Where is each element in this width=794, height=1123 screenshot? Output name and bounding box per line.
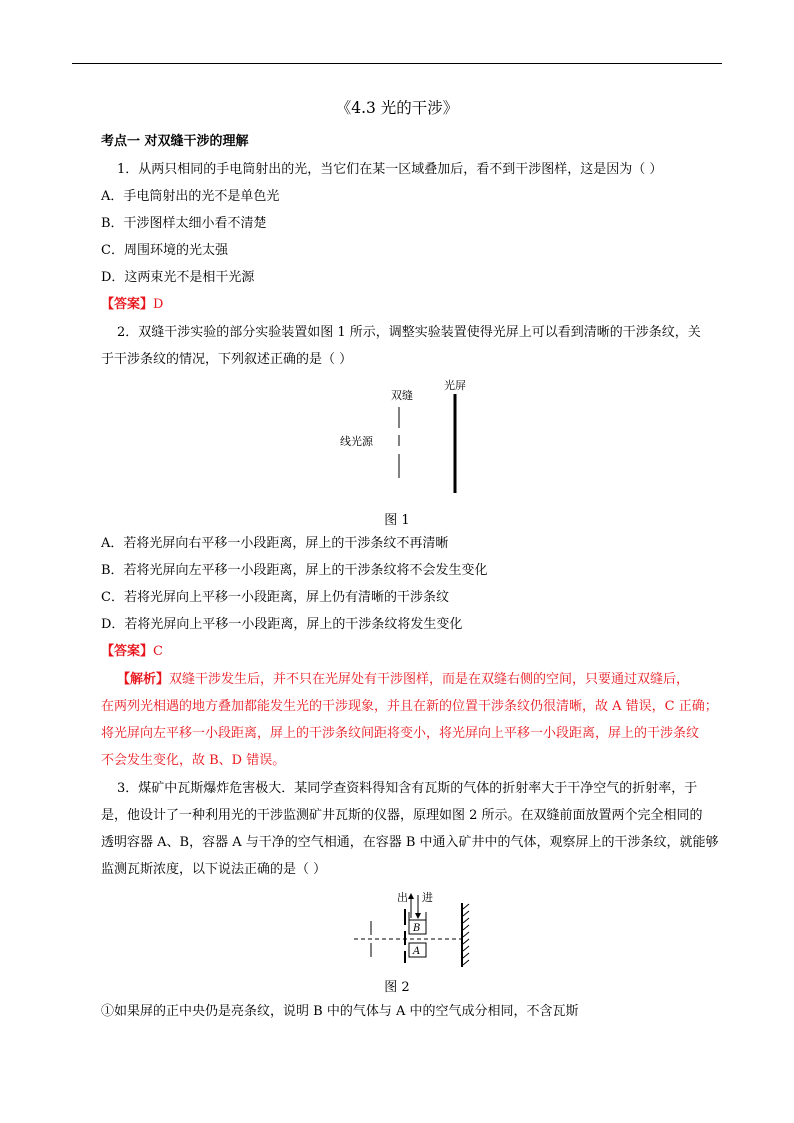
q3-stem-line2: 是，他设计了一种利用光的干涉监测矿井瓦斯的仪器，原理如图 2 所示。在双缝前面放置两个完全相同的 [101, 808, 703, 823]
fig2-arrowhead-in-icon [415, 913, 421, 919]
q3-stem-line4: 监测瓦斯浓度，以下说法正确的是（ ） [101, 862, 327, 877]
q3-stem-line1: 3．煤矿中瓦斯爆炸危害极大．某同学查资料得知含有瓦斯的气体的折射率大于干净空气的折射率，于 [117, 781, 698, 796]
fig2-label-out: 出 [397, 891, 408, 904]
analysis-label: 【解析】 [117, 672, 170, 687]
q2-option-a: A．若将光屏向右平移一小段距离，屏上的干涉条纹不再清晰 [101, 536, 449, 551]
q1-option-d: D．这两束光不是相干光源 [101, 270, 255, 285]
figure-2 [350, 885, 480, 970]
fig1-label-source: 线光源 [340, 435, 373, 448]
fig2-label-in: 进 [422, 891, 433, 904]
q2-analysis-line3: 将光屏向左平移一小段距离，屏上的干涉条纹间距将变小，将光屏向上平移一小段距离，屏上的干涉条纹 [101, 726, 700, 741]
answer-value: C [153, 644, 163, 659]
answer-label: 【答案】 [101, 644, 154, 659]
q2-analysis-line1 [117, 672, 689, 688]
q2-analysis-line2: 在两列光相遇的地方叠加都能发生光的干涉现象，并且在新的位置干涉条纹仍很清晰，故 A 错误，C 正确； [101, 699, 718, 714]
q2-stem-line1: 2．双缝干涉实验的部分实验装置如图 1 所示，调整实验装置使得光屏上可以看到清晰的干涉条纹，关 [117, 325, 701, 340]
answer-value: D [153, 297, 164, 312]
q2-option-c: C．若将光屏向上平移一小段距离，屏上仍有清晰的干涉条纹 [101, 590, 449, 605]
q1-stem: 1．从两只相同的手电筒射出的光，当它们在某一区域叠加后，看不到干涉图样，这是因为（ ） [117, 162, 663, 177]
q2-stem-line2: 于干涉条纹的情况，下列叙述正确的是（ ） [101, 352, 353, 367]
figure-2-caption: 图 2 [384, 980, 410, 995]
fig2-label-b: B [413, 923, 421, 934]
figure-1 [340, 374, 480, 499]
q2-option-d: D．若将光屏向上平移一小段距离，屏上的干涉条纹将发生变化 [101, 617, 463, 632]
analysis-text: 双缝干涉发生后，并不只在光屏处有干涉图样，而是在双缝右侧的空间，只要通过双缝后， [169, 672, 690, 687]
header-rule [72, 63, 722, 64]
figure-1-caption: 图 1 [384, 513, 410, 528]
fig2-arrowhead-out-icon [408, 893, 414, 899]
q1-answer [101, 297, 163, 313]
q2-option-b: B．若将光屏向左平移一小段距离，屏上的干涉条纹将不会发生变化 [101, 563, 488, 578]
q3-stem-line3: 透明容器 A、B，容器 A 与干净的空气相通，在容器 B 中通入矿井中的气体，观察屏上的干涉条纹，就能够 [101, 835, 719, 850]
q2-answer [101, 644, 163, 660]
fig2-screen-hatching [463, 904, 469, 965]
q1-option-a: A．手电筒射出的光不是单色光 [101, 189, 280, 204]
q3-statement-1: ①如果屏的正中央仍是亮条纹，说明 B 中的气体与 A 中的空气成分相同，不含瓦斯 [101, 1004, 579, 1019]
q1-option-b: B．干涉图样太细小看不清楚 [101, 216, 267, 231]
answer-label: 【答案】 [101, 297, 154, 312]
fig2-label-a: A [413, 946, 421, 957]
q1-option-c: C．周围环境的光太强 [101, 243, 228, 258]
q2-analysis-line4: 不会发生变化，故 B、D 错误。 [101, 753, 286, 768]
section-heading: 考点一 对双缝干涉的理解 [101, 134, 249, 149]
fig1-label-slits: 双缝 [391, 389, 413, 402]
page-title: 《4.3 光的干涉》 [335, 99, 459, 117]
fig1-label-screen: 光屏 [444, 379, 466, 392]
